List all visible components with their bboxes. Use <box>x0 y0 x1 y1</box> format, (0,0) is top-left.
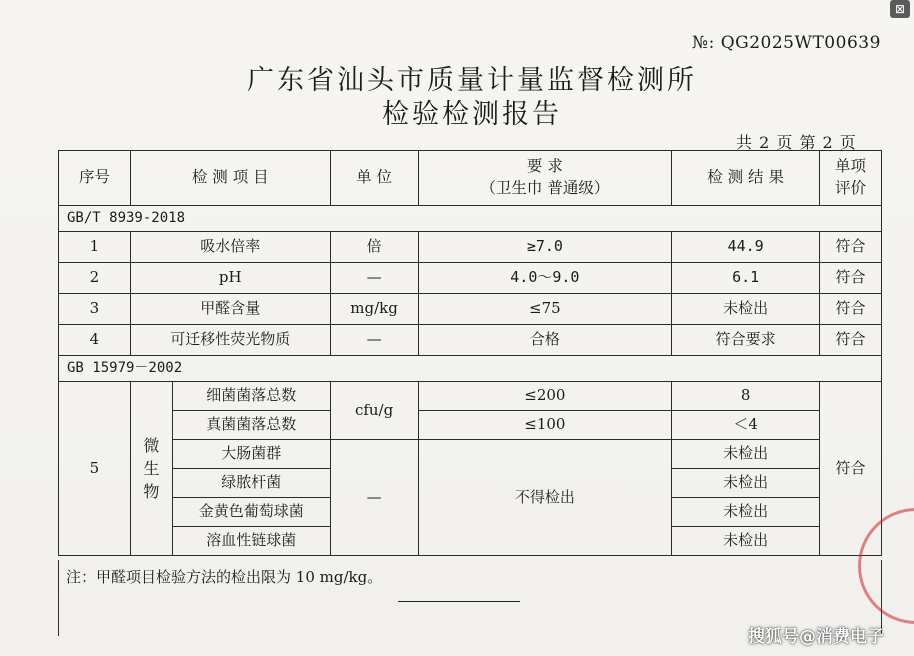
evaluation-cell: 符合 <box>820 294 882 325</box>
table-row <box>59 263 882 294</box>
watermark: 搜狐号@消费电子 <box>748 627 884 647</box>
seq-cell: 3 <box>59 294 131 325</box>
unit-cell: 倍 <box>330 232 418 263</box>
close-icon[interactable]: ⊠ <box>890 0 910 18</box>
table-row <box>59 294 882 325</box>
seq-cell: 2 <box>59 263 131 294</box>
result-cell: ＜4 <box>672 411 820 440</box>
item-cell: 吸水倍率 <box>130 232 330 263</box>
requirement-cell: ≤200 <box>418 382 672 411</box>
unit-cell: — <box>330 440 418 556</box>
result-cell: 未检出 <box>672 527 820 556</box>
result-cell: 未检出 <box>672 498 820 527</box>
results-table <box>58 150 882 556</box>
end-rule <box>398 601 520 602</box>
unit-cell: — <box>330 325 418 356</box>
evaluation-cell: 符合 <box>820 232 882 263</box>
item-cell: 细菌菌落总数 <box>172 382 330 411</box>
col-unit: 单 位 <box>330 151 418 206</box>
result-cell: 44.9 <box>672 232 820 263</box>
microbe-group-text: 微生物 <box>143 435 160 502</box>
requirement-cell: 合格 <box>418 325 672 356</box>
item-cell: pH <box>130 263 330 294</box>
result-cell: 未检出 <box>672 469 820 498</box>
requirement-title: 要 求 <box>526 157 563 176</box>
result-cell: 8 <box>672 382 820 411</box>
item-cell: 大肠菌群 <box>172 440 330 469</box>
institute-title: 广东省汕头市质量计量监督检测所 <box>247 65 697 96</box>
item-cell: 甲醛含量 <box>130 294 330 325</box>
requirement-cell: 4.0～9.0 <box>418 263 672 294</box>
col-seq: 序号 <box>59 151 131 206</box>
col-result: 检 测 结 果 <box>672 151 820 206</box>
seq-cell: 4 <box>59 325 131 356</box>
item-cell: 真菌菌落总数 <box>172 411 330 440</box>
standard-gbt8939: GB/T 8939-2018 <box>59 206 882 232</box>
evaluation-cell: 符合 <box>820 382 882 556</box>
result-cell: 未检出 <box>672 294 820 325</box>
microbe-group-label <box>130 382 172 556</box>
col-item: 检 测 项 目 <box>130 151 330 206</box>
result-cell: 6.1 <box>672 263 820 294</box>
evaluation-cell: 符合 <box>820 325 882 356</box>
evaluation-cell: 符合 <box>820 263 882 294</box>
result-cell: 符合要求 <box>672 325 820 356</box>
item-cell: 溶血性链球菌 <box>172 527 330 556</box>
col-evaluation <box>820 151 882 206</box>
evaluation-line2: 评价 <box>835 179 867 197</box>
table-row <box>59 440 882 469</box>
report-title: 检验检测报告 <box>382 99 562 130</box>
evaluation-line1: 单项 <box>835 157 867 176</box>
unit-cell: — <box>330 263 418 294</box>
footnote: 注：甲醛项目检验方法的检出限为 10 mg/kg。 <box>66 568 383 586</box>
report-number: №: QG2025WT00639 <box>692 33 881 53</box>
requirement-subtitle: （卫生巾 普通级） <box>480 179 610 197</box>
unit-cell: cfu/g <box>330 382 418 440</box>
requirement-cell: ≤100 <box>418 411 672 440</box>
seq-cell: 1 <box>59 232 131 263</box>
item-cell: 绿脓杆菌 <box>172 469 330 498</box>
table-row <box>59 232 882 263</box>
col-requirement <box>418 151 672 206</box>
requirement-cell: ≤75 <box>418 294 672 325</box>
seq-cell: 5 <box>59 382 131 556</box>
item-cell: 金黄色葡萄球菌 <box>172 498 330 527</box>
table-header-row <box>59 151 882 206</box>
unit-cell: mg/kg <box>330 294 418 325</box>
item-cell: 可迁移性荧光物质 <box>130 325 330 356</box>
table-row <box>59 382 882 411</box>
table-row <box>59 325 882 356</box>
standard-gb15979: GB 15979－2002 <box>59 356 882 382</box>
result-cell: 未检出 <box>672 440 820 469</box>
table-row <box>59 411 882 440</box>
requirement-cell: ≥7.0 <box>418 232 672 263</box>
page-indicator: 共 2 页 第 2 页 <box>736 133 857 152</box>
requirement-cell: 不得检出 <box>418 440 672 556</box>
